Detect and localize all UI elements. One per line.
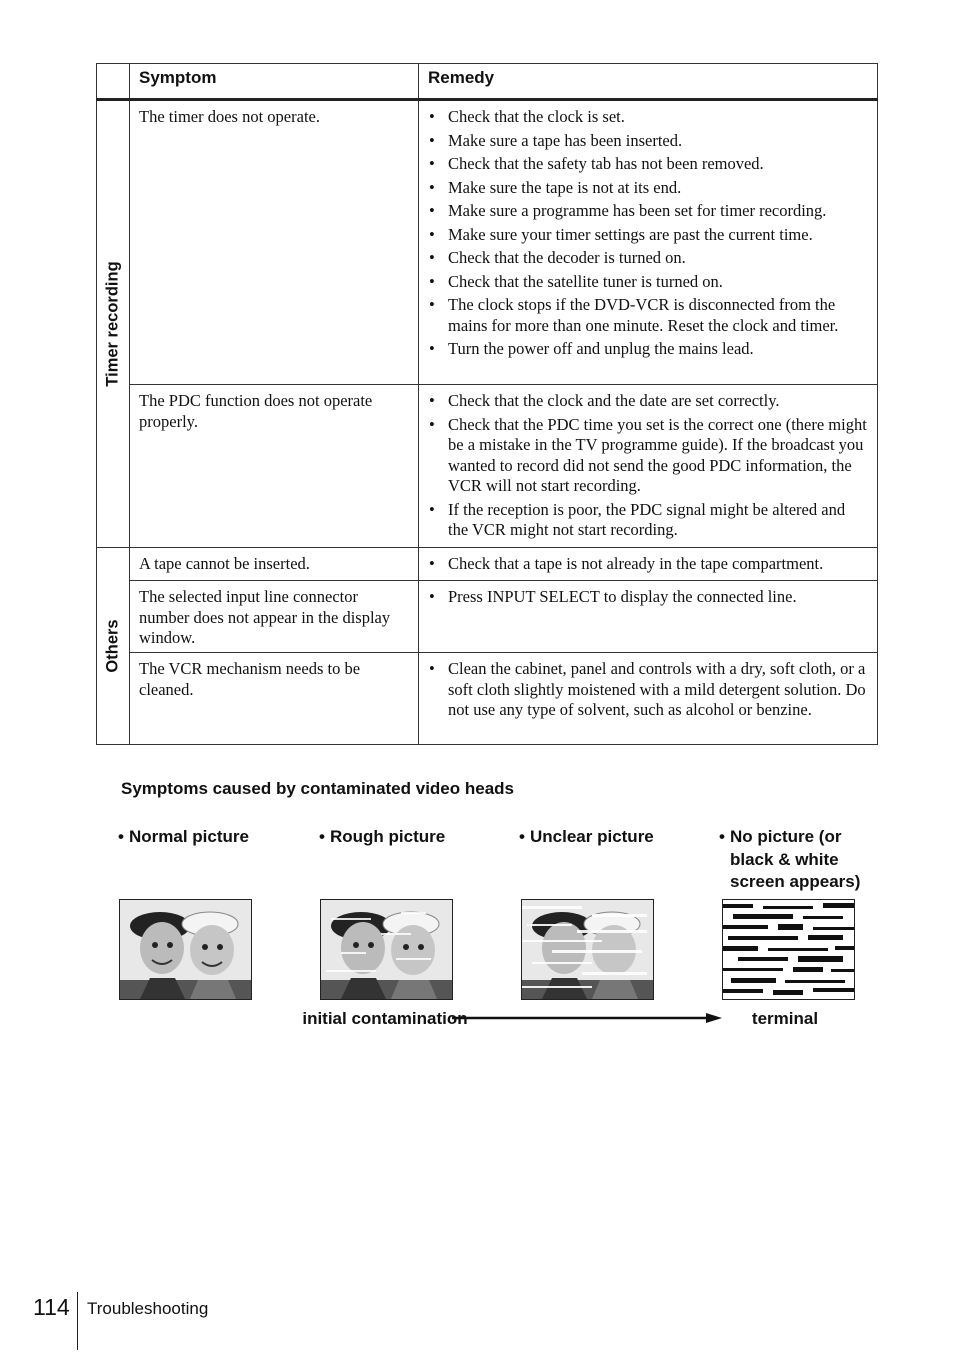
section-name: Troubleshooting	[87, 1299, 209, 1318]
remedy-item: • Check that the PDC time you set is the correct one (there might be a mistake in the TV programme guide). If the broadcast you wanted to record did not send the good PDC information, the VCR will not start recording.	[427, 415, 869, 497]
picture-label-text: Unclear picture	[530, 827, 654, 846]
remedy-item: • If the reception is poor, the PDC signal might be altered and the VCR might not start recording.	[427, 500, 869, 541]
symptom-cell: A tape cannot be inserted.	[130, 547, 419, 581]
remedy-list	[427, 587, 869, 608]
remedy-header: Remedy	[419, 64, 878, 100]
remedy-list	[427, 554, 869, 575]
category-label: Timer recording	[103, 261, 122, 387]
header-corner	[97, 64, 130, 100]
remedy-cell	[419, 653, 878, 745]
remedy-cell	[419, 100, 878, 385]
remedy-cell	[419, 547, 878, 581]
picture-label-rough	[319, 826, 499, 849]
remedy-item: • Make sure a tape has been inserted.	[427, 131, 869, 152]
remedy-cell	[419, 385, 878, 548]
contamination-arrow-icon	[452, 1011, 724, 1025]
remedy-item: • Check that the satellite tuner is turned on.	[427, 272, 869, 293]
table-row	[97, 100, 878, 385]
symptom-header: Symptom	[130, 64, 419, 100]
unclear-picture-image	[521, 899, 654, 1000]
remedy-item: • Clean the cabinet, panel and controls with a dry, soft cloth, or a soft cloth slightly moistened with a mild detergent solution. Do not use any type of solvent, such as alcohol or benzine.	[427, 659, 869, 721]
category-cell	[97, 100, 130, 548]
normal-picture-image	[119, 899, 252, 1000]
picture-label-normal	[118, 826, 298, 849]
remedy-item: • Turn the power off and unplug the mains lead.	[427, 339, 869, 360]
remedy-item: • Make sure a programme has been set for timer recording.	[427, 201, 869, 222]
troubleshooting-table	[96, 63, 878, 745]
remedy-item: • The clock stops if the DVD-VCR is disconnected from the mains for more than one minute. Reset the clock and timer.	[427, 295, 869, 336]
remedy-item: • Check that the clock is set.	[427, 107, 869, 128]
symptom-cell: The VCR mechanism needs to be cleaned.	[130, 653, 419, 745]
symptom-cell: The selected input line connector number does not appear in the display window.	[130, 581, 419, 653]
category-cell	[97, 547, 130, 745]
terminal-caption: terminal	[751, 1009, 819, 1028]
table-row	[97, 581, 878, 653]
remedy-list	[427, 391, 869, 541]
bullet: •	[719, 827, 725, 846]
symptom-cell: The PDC function does not operate properly.	[130, 385, 419, 548]
page-number: 114	[33, 1294, 70, 1320]
symptom-cell: The timer does not operate.	[130, 100, 419, 385]
table-row	[97, 653, 878, 745]
footer-divider	[77, 1292, 78, 1350]
remedy-item: • Make sure your timer settings are past the current time.	[427, 225, 869, 246]
table-row	[97, 547, 878, 581]
picture-label-no-picture	[719, 826, 879, 894]
remedy-item: • Check that the decoder is turned on.	[427, 248, 869, 269]
table-row	[97, 385, 878, 548]
remedy-item: • Press INPUT SELECT to display the connected line.	[427, 587, 869, 608]
picture-label-text: No picture (or black & white screen appears)	[730, 827, 861, 891]
picture-label-unclear	[519, 826, 699, 849]
remedy-item: • Check that the safety tab has not been removed.	[427, 154, 869, 175]
bullet: •	[118, 827, 124, 846]
rough-picture-image	[320, 899, 453, 1000]
remedy-item: • Make sure the tape is not at its end.	[427, 178, 869, 199]
remedy-cell	[419, 581, 878, 653]
category-label: Others	[103, 619, 122, 673]
picture-label-text: Normal picture	[129, 827, 249, 846]
no-picture-image	[722, 899, 855, 1000]
heads-section-title: Symptoms caused by contaminated video heads	[121, 779, 515, 798]
remedy-list	[427, 659, 869, 721]
remedy-list	[427, 107, 869, 360]
remedy-item: • Check that a tape is not already in the tape compartment.	[427, 554, 869, 575]
bullet: •	[319, 827, 325, 846]
table-header-row	[97, 64, 878, 100]
bullet: •	[519, 827, 525, 846]
picture-label-text: Rough picture	[330, 827, 446, 846]
remedy-item: • Check that the clock and the date are set correctly.	[427, 391, 869, 412]
initial-contamination-caption: initial contamination	[302, 1009, 468, 1028]
